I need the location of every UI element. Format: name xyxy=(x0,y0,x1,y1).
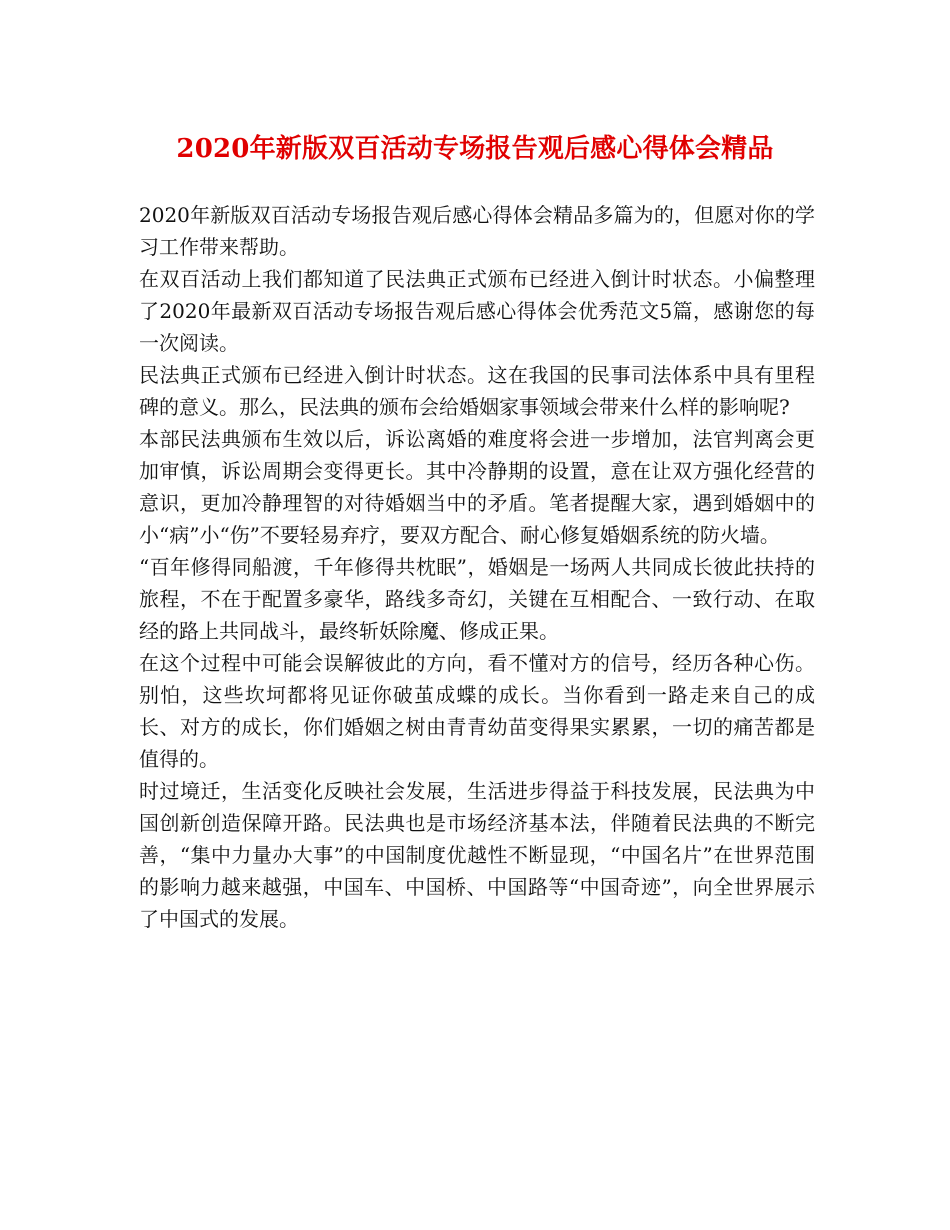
document-title: 2020年新版双百活动专场报告观后感心得体会精品 xyxy=(176,134,774,164)
paragraph-6: 在这个过程中可能会误解彼此的方向，看不懂对方的信号，经历各种心伤。别怕，这些坎坷都将见证你破茧成蝶的成长。当你看到一路走来自己的成长、对方的成长，你们婚姻之树由青青幼苗变得果实累累，一切的痛苦都是值得的。 xyxy=(139,651,815,771)
paragraph-3: 民法典正式颁布已经进入倒计时状态。这在我国的民事司法体系中具有里程碑的意义。那么，民法典的颁布会给婚姻家事领域会带来什么样的影响呢? xyxy=(139,363,815,419)
paragraph-2: 在双百活动上我们都知道了民法典正式颁布已经进入倒计时状态。小偏整理了2020年最新双百活动专场报告观后感心得体会优秀范文5篇，感谢您的每一次阅读。 xyxy=(139,267,815,355)
paragraph-5: “百年修得同船渡，千年修得共枕眠”，婚姻是一场两人共同成长彼此扶持的旅程，不在于配置多豪华，路线多奇幻，关键在互相配合、一致行动、在取经的路上共同战斗，最终斩妖除魔、修成正果。 xyxy=(139,555,815,643)
paragraph-4: 本部民法典颁布生效以后，诉讼离婚的难度将会进一步增加，法官判离会更加审慎，诉讼周期会变得更长。其中冷静期的设置，意在让双方强化经营的意识，更加冷静理智的对待婚姻当中的矛盾。笔者提醒大家，遇到婚姻中的小“病”小“伤”不要轻易弃疗，要双方配合、耐心修复婚姻系统的防火墙。 xyxy=(139,427,815,547)
document-body xyxy=(139,199,815,935)
paragraph-7: 时过境迁，生活变化反映社会发展，生活进步得益于科技发展，民法典为中国创新创造保障开路。民法典也是市场经济基本法，伴随着民法典的不断完善，“集中力量办大事”的中国制度优越性不断显现，“中国名片”在世界范围的影响力越来越强，中国车、中国桥、中国路等“中国奇迹”，向全世界展示了中国式的发展。 xyxy=(139,779,815,931)
paragraph-1: 2020年新版双百活动专场报告观后感心得体会精品多篇为的，但愿对你的学习工作带来帮助。 xyxy=(139,203,815,259)
